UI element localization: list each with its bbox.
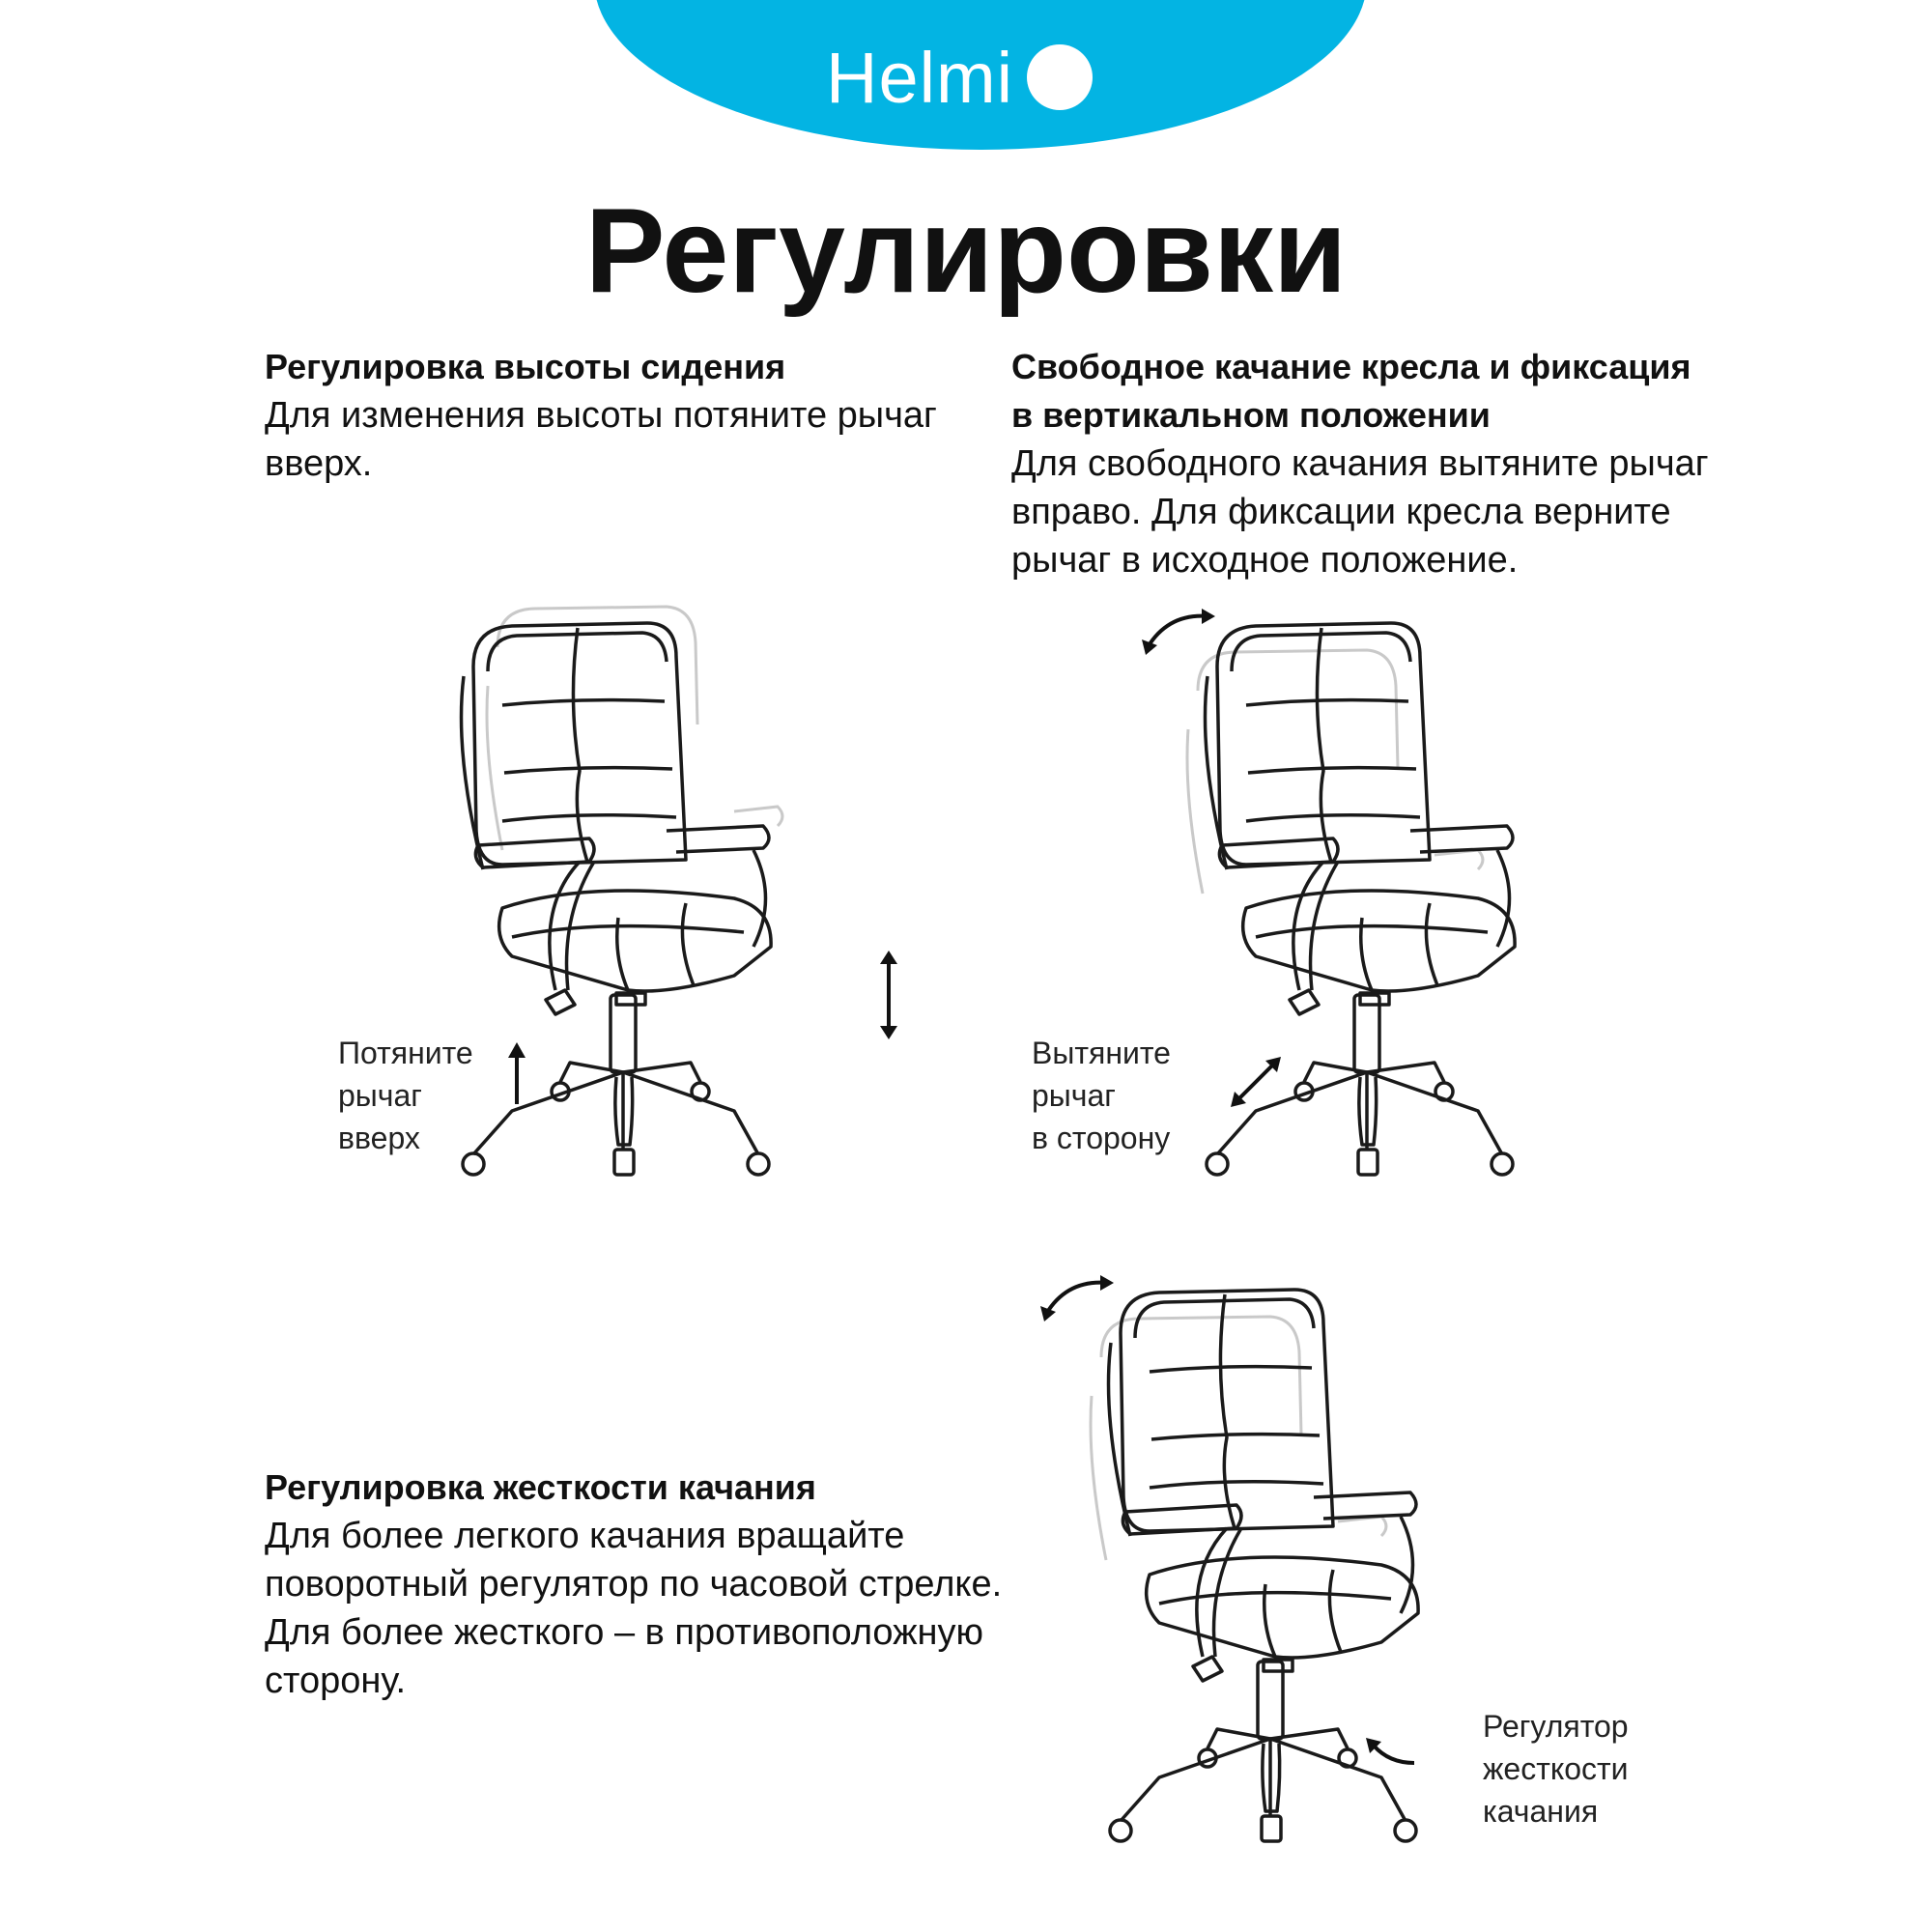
section-text-line: вправо. Для фиксации кресла верните (1011, 492, 1671, 532)
caption-tension-knob (1483, 1705, 1629, 1833)
brand-name: Helmi (826, 37, 1014, 118)
section-text-line: Для изменения высоты потяните рычаг (265, 395, 937, 436)
up-arrow-icon (502, 1038, 531, 1106)
caption-line: Регулятор (1483, 1709, 1629, 1744)
brand-logo (826, 39, 1093, 116)
section-heading: Свободное качание кресла и фиксация (1011, 347, 1691, 386)
caption-line: рычаг (338, 1078, 422, 1113)
section-text-line: Для более жесткого – в противоположную (265, 1612, 984, 1653)
chair-illustration-tension (1092, 1275, 1497, 1932)
caption-line: рычаг (1032, 1078, 1116, 1113)
section-text-line: сторону. (265, 1661, 407, 1701)
curved-arrow-icon (1360, 1734, 1418, 1773)
curved-double-arrow-icon (1140, 607, 1217, 655)
section-heading: Регулировка жесткости качания (265, 1467, 816, 1507)
caption-line: в сторону (1032, 1121, 1171, 1155)
section-seat-height (265, 343, 999, 488)
section-text-line: Для свободного качания вытяните рычаг (1011, 443, 1709, 484)
section-free-swing (1011, 343, 1784, 584)
caption-lever-side (1032, 1032, 1171, 1159)
logo-dot-icon (1027, 44, 1093, 110)
caption-line: качания (1483, 1794, 1599, 1829)
caption-lever-up (338, 1032, 473, 1159)
section-text-line: рычаг в исходное положение. (1011, 540, 1519, 581)
caption-line: Вытяните (1032, 1036, 1171, 1070)
page-title: Регулировки (584, 185, 1348, 318)
section-heading: в вертикальном положении (1011, 395, 1491, 435)
caption-line: Потяните (338, 1036, 473, 1070)
caption-line: жесткости (1483, 1751, 1629, 1786)
caption-line: вверх (338, 1121, 420, 1155)
chair-illustration-height (444, 609, 850, 1265)
chair-ghost-outline (487, 607, 782, 850)
section-text-line: Для более легкого качания вращайте (265, 1516, 905, 1556)
section-text-line: вверх. (265, 443, 373, 484)
chair-illustration-swing (1188, 609, 1594, 1265)
section-swing-tension (265, 1463, 1057, 1705)
diagonal-double-arrow-icon (1227, 1053, 1285, 1111)
section-heading: Регулировка высоты сидения (265, 347, 786, 386)
section-text-line: поворотный регулятор по часовой стрелке. (265, 1564, 1003, 1605)
double-vertical-arrow-icon (874, 947, 903, 1043)
curved-double-arrow-icon (1038, 1273, 1116, 1321)
